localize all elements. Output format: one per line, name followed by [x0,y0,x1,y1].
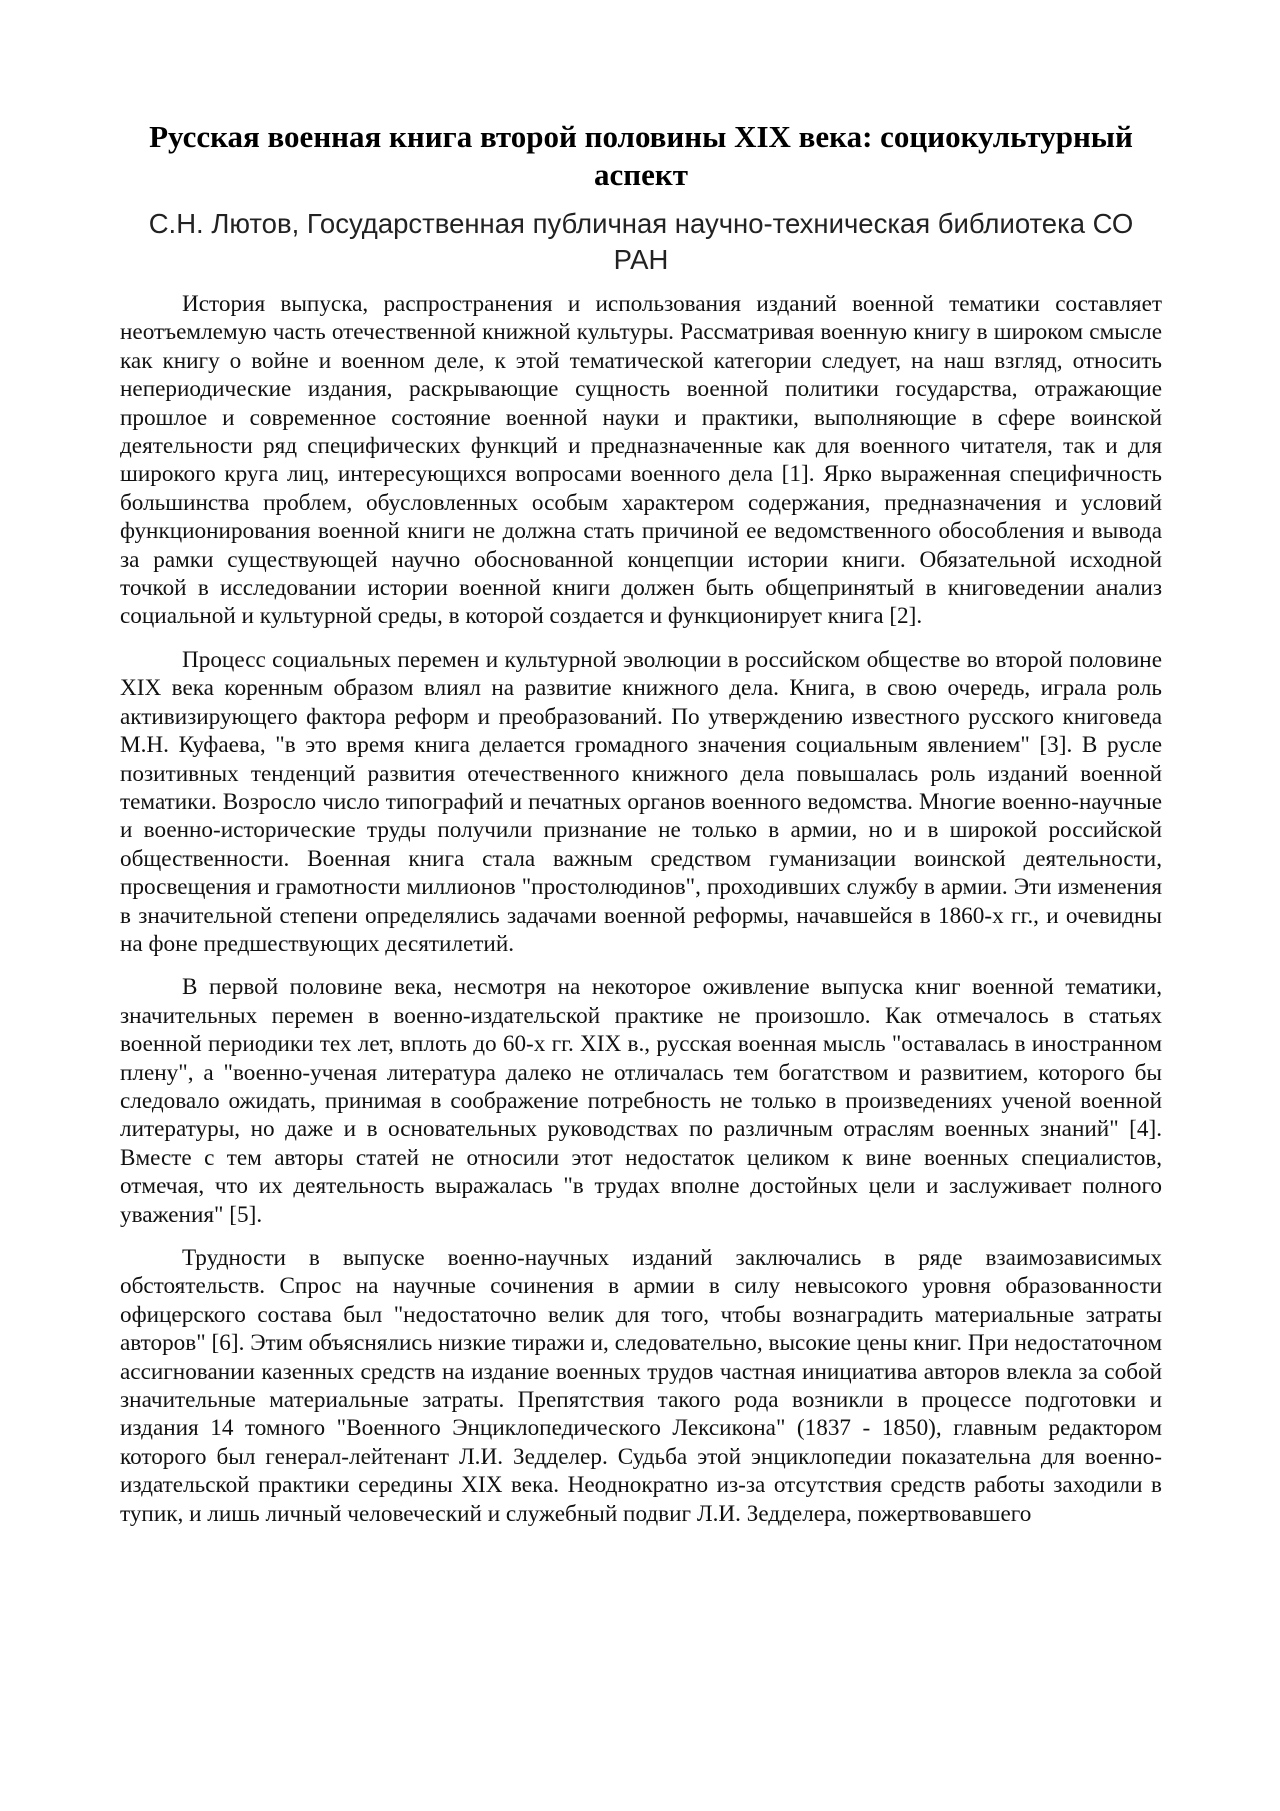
paragraph: Трудности в выпуске военно-научных изданий заключались в ряде взаимозависимых обстоятельств. Спрос на научные сочинения в армии в силу невысокого уровня образованности офицерского состава был "недостаточно велик для того, чтобы вознаградить материальные затраты авторов" [6]. Этим объяснялись низкие тиражи и, следовательно, высокие цены книг. При недостаточном ассигновании казенных средств на издание военных трудов частная инициатива авторов влекла за собой значительные материальные затраты. Препятствия такого рода возникли в процессе подготовки и издания 14 томного "Военного Энциклопедического Лексикона" (1837 - 1850), главным редактором которого был генерал-лейтенант Л.И. Зедделер. Судьба этой энциклопедии показательна для военно-издательской практики середины XIX века. Неоднократно из-за отсутствия средств работы заходили в тупик, и лишь личный человеческий и служебный подвиг Л.И. Зедделера, пожертвовавшего [120,1245,1162,1527]
article-body [120,118,1162,1543]
paragraph: История выпуска, распространения и использования изданий военной тематики составляет неотъемлемую часть отечественной книжной культуры. Рассматривая военную книгу в широком смысле как книгу о войне и военном деле, к этой тематической категории следует, на наш взгляд, относить непериодические издания, раскрывающие сущность военной политики государства, отражающие прошлое и современное состояние военной науки и практики, выполняющие в сфере воинской деятельности ряд специфических функций и предназначенные как для военного читателя, так и для широкого круга лиц, интересующихся вопросами военного дела [1]. Ярко выраженная специфичность большинства проблем, обусловленных особым характером содержания, предназначения и условий функционирования военной книги не должна стать причиной ее ведомственного обособления и вывода за рамки существующей научно обоснованной концепции истории книги. Обязательной исходной точкой в исследовании истории военной книги должен быть общепринятый в книговедении анализ социальной и культурной среды, в которой создается и функционирует книга [2]. [120,291,1162,630]
paragraph: Процесс социальных перемен и культурной эволюции в российском обществе во второй половине XIX века коренным образом влиял на развитие книжного дела. Книга, в свою очередь, играла роль активизирующего фактора реформ и преобразований. По утверждению известного русского книговеда М.Н. Куфаева, "в это время книга делается громадного значения социальным явлением" [3]. В русле позитивных тенденций развития отечественного книжного дела повышалась роль изданий военной тематики. Возросло число типографий и печатных органов военного ведомства. Многие военно-научные и военно-исторические труды получили признание не только в армии, но и в широкой российской общественности. Военная книга стала важным средством гуманизации воинской деятельности, просвещения и грамотности миллионов "простолюдинов", проходивших службу в армии. Эти изменения в значительной степени определялись задачами военной реформы, начавшейся в 1860-х гг., и очевидны на фоне предшествующих десятилетий. [120,646,1162,957]
article-title: Русская военная книга второй половины XIX века: социокультурный аспект [149,119,1133,192]
article-author: С.Н. Лютов, Государственная публичная научно-техническая библиотека СО РАН [148,208,1134,275]
paragraph: В первой половине века, несмотря на некоторое оживление выпуска книг военной тематики, значительных перемен в военно-издательской практике не произошло. Как отмечалось в статьях военной периодики тех лет, вплоть до 60-х гг. XIX в., русская военная мысль "оставалась в иностранном плену", а "военно-ученая литература далеко не отличалась тем богатством и развитием, которого бы следовало ожидать, принимая в соображение потребность не только в произведениях ученой военной литературы, но даже и в основательных руководствах по различным отраслям военных знаний" [4]. Вместе с тем авторы статей не относили этот недостаток целиком к вине военных специалистов, отмечая, что их деятельность выражалась "в трудах вполне достойных цели и заслуживает полного уважения" [5]. [120,974,1162,1228]
